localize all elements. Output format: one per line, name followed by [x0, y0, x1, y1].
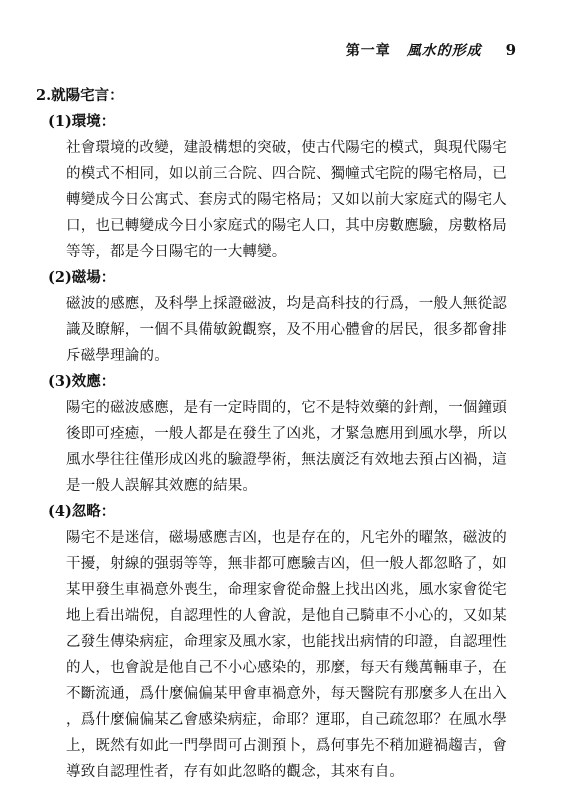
- paragraph-magnetic-field: [66, 291, 526, 369]
- subsection-title-magnetic-field: (2)磁場：: [48, 269, 116, 286]
- text-line: 導致自認理性者，存有如此忽略的觀念，其來有自。: [66, 764, 405, 780]
- text-line: 上，既然有如此一門學問可占測預卜，爲何事先不稍加避禍趨吉，會: [66, 738, 507, 754]
- text-line: 風水學往往僅形成凶兆的驗證學術，無法廣泛有效地去預占凶禍，這: [66, 452, 507, 468]
- text-line: 是一般人誤解其效應的結果。: [66, 478, 258, 494]
- text-line: 干擾，射線的强弱等等，無非都可應驗吉凶，但一般人都忽略了，如: [66, 556, 507, 572]
- chapter-title: 風水的形成: [406, 43, 482, 59]
- text-line: 某甲發生車禍意外喪生，命理家會從命盤上找出凶兆，風水家會從宅: [66, 582, 507, 598]
- text-line: 陽宅不是迷信，磁場感應吉凶，也是存在的，凡宅外的曜煞，磁波的: [66, 530, 507, 546]
- text-line: 不斷流通，爲什麼偏偏某甲會車禍意外，每天醫院有那麼多人在出入: [66, 686, 507, 702]
- text-line: 的人，也會說是他自己不小心感染的，那麼，每天有幾萬輛車子，在: [66, 660, 507, 676]
- text-line: 乙發生傳染病症，命理家及風水家，也能找出病情的印證，自認理性: [66, 634, 507, 650]
- subsection-title-environment: (1)環境：: [48, 113, 116, 130]
- text-line: ，爲什麼偏偏某乙會感染病症，命耶？運耶，自己疏忽耶？在風水學: [66, 712, 507, 728]
- text-line: 等等，都是今日陽宅的一大轉變。: [66, 244, 287, 260]
- chapter-label: 第一章: [345, 43, 391, 59]
- page-number: 9: [505, 41, 517, 59]
- paragraph-neglect: [66, 525, 526, 785]
- text-line: 識及瞭解，一個不具備敏銳觀察，及不用心體會的居民，很多都會排: [66, 322, 507, 338]
- text-line: 後即可痊癒，一般人都是在發生了凶兆，才緊急應用到風水學，所以: [66, 426, 507, 442]
- running-header: [346, 40, 517, 60]
- text-line: 社會環境的改變，建設構想的突破，使古代陽宅的模式，與現代陽宅: [66, 140, 507, 156]
- section-title: 2.就陽宅言：: [36, 87, 124, 104]
- paragraph-environment: [66, 135, 526, 265]
- text-line: 陽宅的磁波感應，是有一定時間的，它不是特效藥的針劑，一個鐘頭: [66, 400, 507, 416]
- text-line: 地上看出端倪，自認理性的人會說，是他自己騎車不小心的，又如某: [66, 608, 507, 624]
- text-line: 轉變成今日公寓式、套房式的陽宅格局；又如以前大家庭式的陽宅人: [66, 192, 507, 208]
- page-body: [36, 83, 526, 785]
- text-line: 斥磁學理論的。: [66, 348, 169, 364]
- subsection-title-neglect: (4)忽略：: [48, 503, 116, 520]
- text-line: 口，也已轉變成今日小家庭式的陽宅人口，其中房數應驗，房數格局: [66, 218, 507, 234]
- paragraph-effect: [66, 395, 526, 499]
- subsection-title-effect: (3)效應：: [48, 373, 116, 390]
- text-line: 磁波的感應，及科學上採證磁波，均是高科技的行爲，一般人無從認: [66, 296, 507, 312]
- text-line: 的模式不相同，如以前三合院、四合院、獨幢式宅院的陽宅格局，已: [66, 166, 507, 182]
